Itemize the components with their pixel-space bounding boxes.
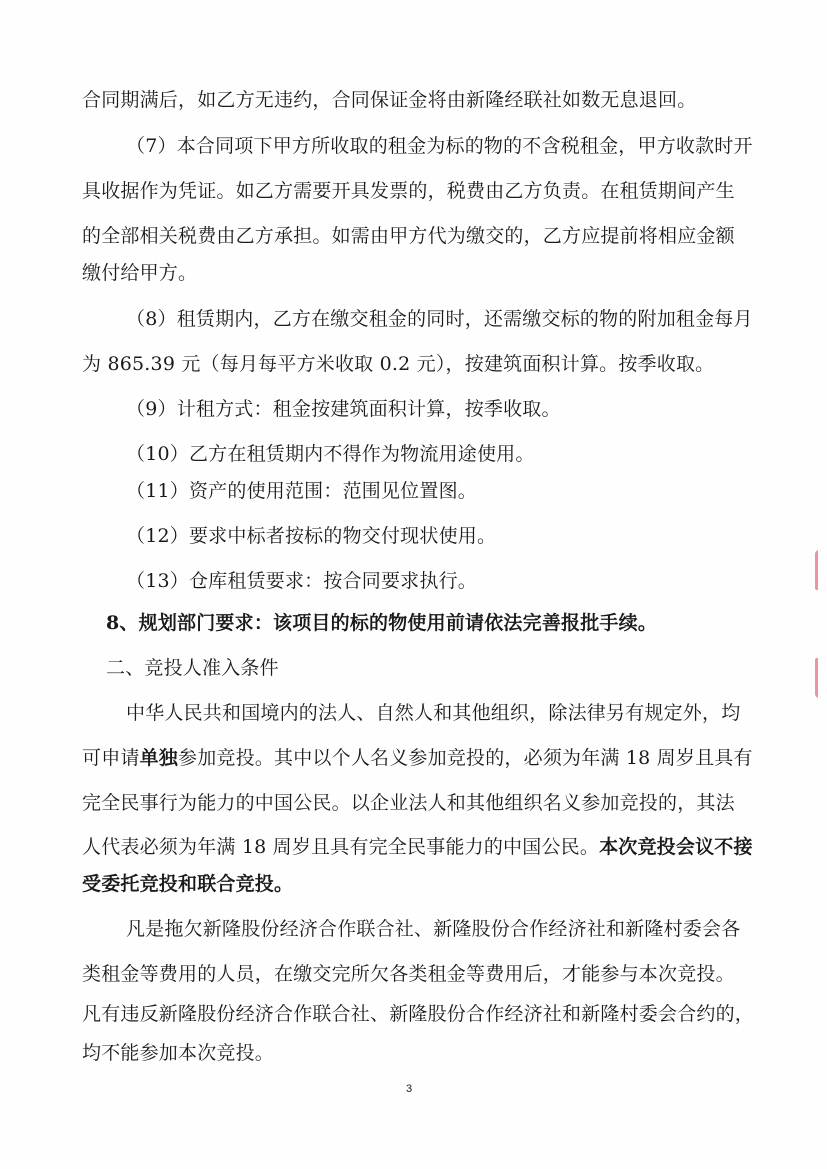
section-8-heading: 8、规划部门要求：该项目的标的物使用前请依法完善报批手续。 [106, 612, 658, 634]
clause-7-line-1: （7）本合同项下甲方所收取的租金为标的物的不含税租金，甲方收款时开 [126, 135, 753, 157]
clause-10: （10）乙方在租赁期内不得作为物流用途使用。 [126, 443, 535, 465]
eligibility-line-3: 完全民事行为能力的中国公民。以企业法人和其他组织名义参加竞投的，其法 [82, 792, 735, 814]
eligibility-emphasis: 本次竞投会议不接 [599, 836, 753, 858]
eligibility-text: 参加竞投。其中以个人名义参加竞投的，必须为年满 18 周岁且具有 [178, 747, 753, 769]
arrears-line-4: 均不能参加本次竞投。 [82, 1042, 275, 1064]
clause-12: （12）要求中标者按标的物交付现状使用。 [126, 525, 497, 547]
clause-7-line-4: 缴付给甲方。 [82, 262, 198, 284]
section-2-heading: 二、竞投人准入条件 [106, 657, 279, 679]
clause-8-line-2: 为 865.39 元（每月每平方米收取 0.2 元），按建筑面积计算。按季收取。 [82, 353, 715, 375]
arrears-line-3: 凡有违反新隆股份经济合作联合社、新隆股份合作经济社和新隆村委会合约的， [82, 1003, 755, 1025]
seal-stamp-icon [815, 545, 827, 591]
eligibility-text: 可申请 [82, 747, 140, 769]
eligibility-line-2 [82, 747, 753, 769]
clause-8-line-1: （8）租赁期内，乙方在缴交租金的同时，还需缴交标的物的附加租金每月 [126, 308, 753, 330]
eligibility-line-5: 受委托竞投和联合竞投。 [82, 873, 294, 895]
arrears-line-1: 凡是拖欠新隆股份经济合作联合社、新隆股份合作经济社和新隆村委会各 [126, 918, 741, 940]
clause-7-line-3: 的全部相关税费由乙方承担。如需由甲方代为缴交的，乙方应提前将相应金额 [82, 225, 735, 247]
text-line: 合同期满后，如乙方无违约，合同保证金将由新隆经联社如数无息退回。 [82, 89, 697, 111]
clause-9: （9）计租方式：租金按建筑面积计算，按季收取。 [126, 398, 561, 420]
seal-stamp-icon [815, 657, 827, 703]
clause-13: （13）仓库租赁要求：按合同要求执行。 [126, 570, 477, 592]
eligibility-line-4 [82, 836, 753, 858]
clause-11: （11）资产的使用范围：范围见位置图。 [126, 480, 477, 502]
arrears-line-2: 类租金等费用的人员，在缴交完所欠各类租金等费用后，才能参与本次竞投。 [82, 963, 735, 985]
eligibility-text: 人代表必须为年满 18 周岁且具有完全民事能力的中国公民。 [82, 836, 600, 858]
page-number: 3 [406, 1083, 413, 1095]
clause-7-line-2: 具收据作为凭证。如乙方需要开具发票的，税费由乙方负责。在租赁期间产生 [82, 180, 735, 202]
eligibility-line-1: 中华人民共和国境内的法人、自然人和其他组织，除法律另有规定外，均 [126, 702, 741, 724]
eligibility-emphasis: 单独 [139, 747, 179, 769]
